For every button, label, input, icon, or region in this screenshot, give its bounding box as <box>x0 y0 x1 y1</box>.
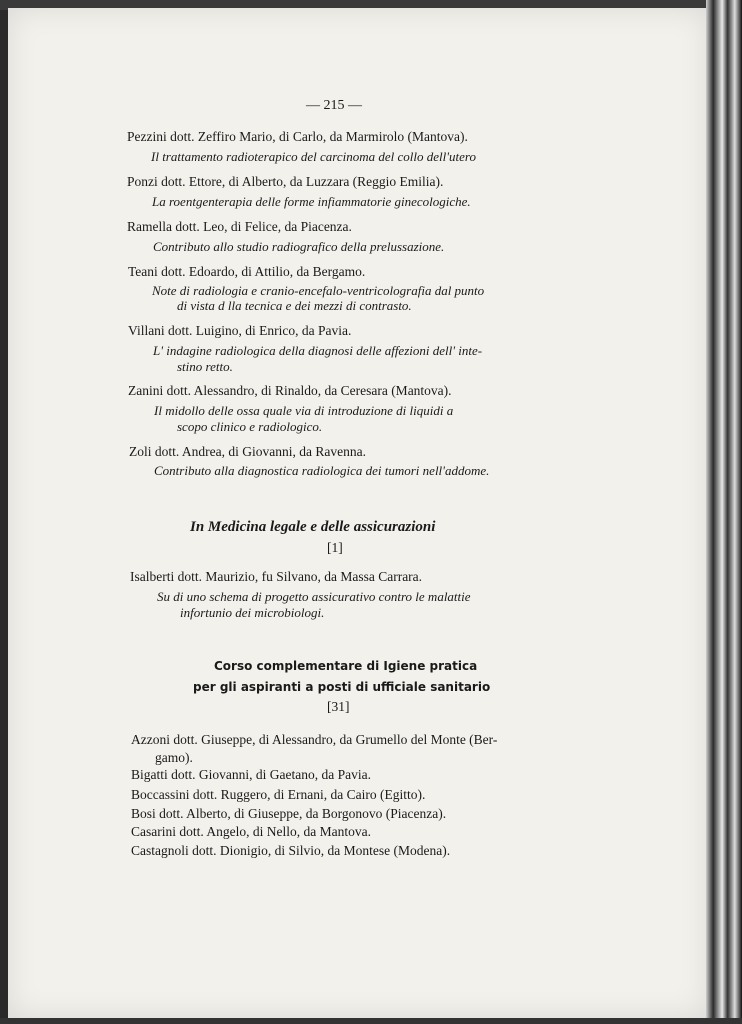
section-title-line: per gli aspiranti a posti di ufficiale sanitario <box>193 680 491 694</box>
list-item: Bigatti dott. Giovanni, di Gaetano, da Pavia. <box>131 767 371 782</box>
list-item: gamo). <box>155 750 193 765</box>
list-item: Casarini dott. Angelo, di Nello, da Mantova. <box>131 824 371 839</box>
section-title-line: Corso complementare di Igiene pratica <box>214 659 478 673</box>
entry-title: Contributo allo studio radiografico della prelussazione. <box>153 239 445 254</box>
entry-name: Zoli dott. Andrea, di Giovanni, da Ravenna. <box>129 444 366 459</box>
entry-name: Villani dott. Luigino, di Enrico, da Pavia. <box>128 323 352 338</box>
section-count: [1] <box>327 540 343 555</box>
scan-bottom-edge <box>0 1018 742 1024</box>
entry-title: Il midollo delle ossa quale via di introduzione di liquidi a <box>154 403 454 418</box>
list-item: Bosi dott. Alberto, di Giuseppe, da Borgonovo (Piacenza). <box>131 806 447 821</box>
entry-name: Ponzi dott. Ettore, di Alberto, da Luzzara (Reggio Emilia). <box>127 174 444 189</box>
section-title: In Medicina legale e delle assicurazioni <box>190 519 436 535</box>
entry-title: Note di radiologia e cranio-encefalo-ventricolografia dal punto <box>152 283 485 298</box>
book-spine-edge <box>706 0 742 1024</box>
entry-title: Contributo alla diagnostica radiologica dei tumori nell'addome. <box>154 463 490 478</box>
entry-title: infortunio dei microbiologi. <box>180 605 325 620</box>
list-item: Azzoni dott. Giuseppe, di Alessandro, da Grumello del Monte (Ber- <box>131 732 498 747</box>
entry-title: di vista d lla tecnica e dei mezzi di contrasto. <box>177 298 412 313</box>
entry-name: Teani dott. Edoardo, di Attilio, da Bergamo. <box>128 264 366 279</box>
entry-title: La roentgenterapia delle forme infiammatorie ginecologiche. <box>152 194 471 209</box>
list-item: Castagnoli dott. Dionigio, di Silvio, da Montese (Modena). <box>131 843 451 858</box>
entry-title: stino retto. <box>177 359 233 374</box>
entry-title: Il trattamento radioterapico del carcinoma del collo dell'utero <box>151 149 476 164</box>
entry-name: Isalberti dott. Maurizio, fu Silvano, da Massa Carrara. <box>130 569 423 584</box>
page-number: — 215 — <box>306 98 362 113</box>
entry-name: Ramella dott. Leo, di Felice, da Piacenza. <box>127 219 352 234</box>
entry-title: L' indagine radiologica della diagnosi delle affezioni dell' inte- <box>153 343 483 358</box>
entry-title: scopo clinico e radiologico. <box>177 419 323 434</box>
entry-name: Zanini dott. Alessandro, di Rinaldo, da Ceresara (Mantova). <box>128 383 452 398</box>
entry-name: Pezzini dott. Zeffiro Mario, di Carlo, da Marmirolo (Mantova). <box>127 129 468 144</box>
entry-title: Su di uno schema di progetto assicurativo contro le malattie <box>157 589 471 604</box>
section-count: [31] <box>327 699 350 714</box>
list-item: Boccassini dott. Ruggero, di Ernani, da Cairo (Egitto). <box>131 787 426 802</box>
